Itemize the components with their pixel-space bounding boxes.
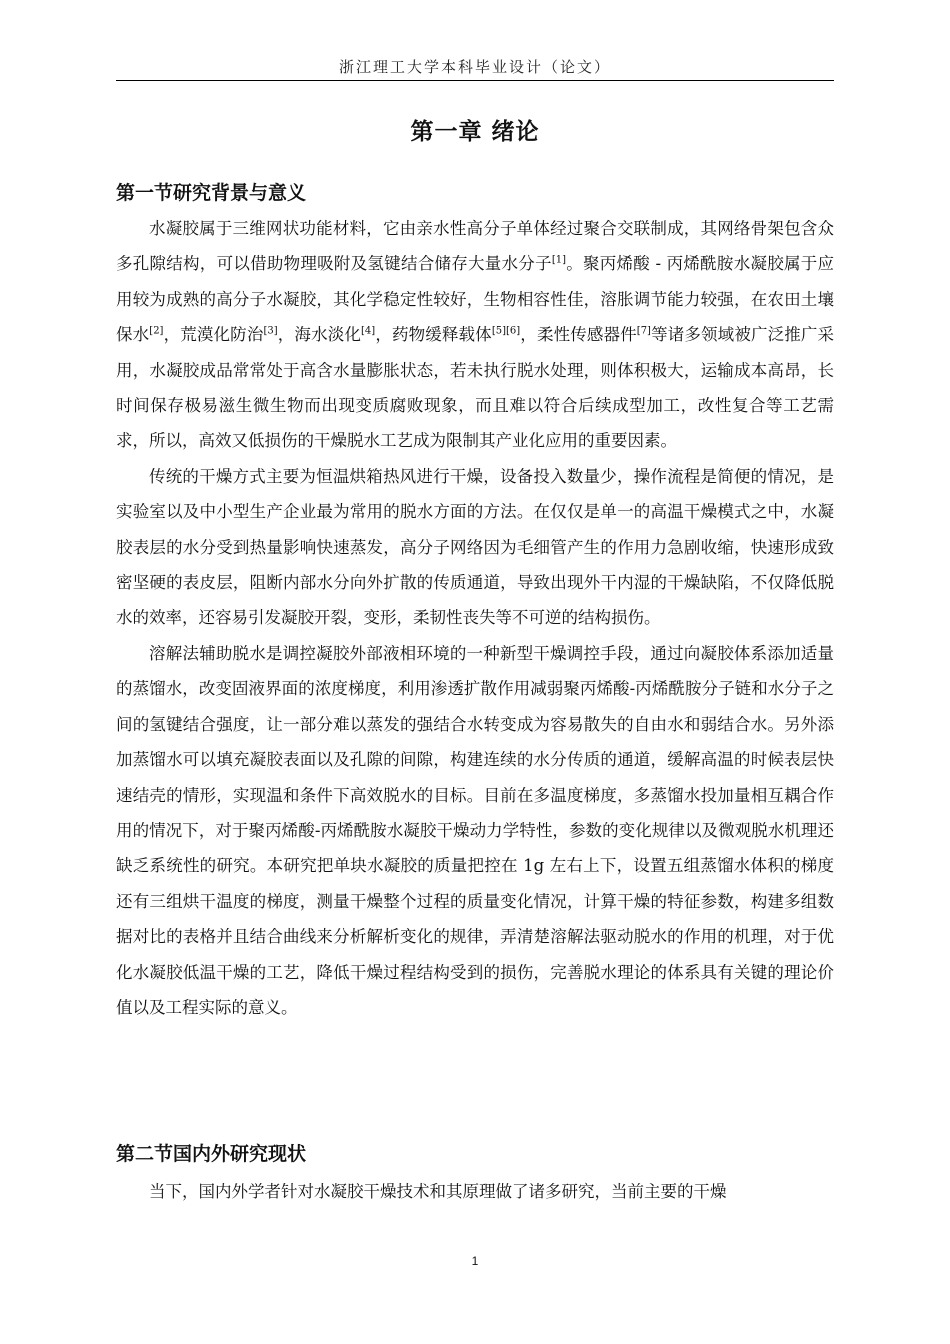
header-rule xyxy=(116,80,834,81)
page-number: 1 xyxy=(471,1254,479,1268)
paragraph-3: 溶解法辅助脱水是调控凝胶外部液相环境的一种新型干燥调控手段，通过向凝胶体系添加适量的蒸馏水，改变固液界面的浓度梯度，利用渗透扩散作用减弱聚丙烯酸-丙烯酰胺分子链和水分子之间的氢键结合强度，让一部分难以蒸发的强结合水转变成为容易散失的自由水和弱结合水。另外添加蒸馏水可以填充凝胶表面以及孔隙的间隙，构建连续的水分传质的通道，缓解高温的时候表层快速结壳的情形，实现温和条件下高效脱水的目标。目前在多温度梯度，多蒸馏水投加量相互耦合作用的情况下，对于聚丙烯酸-丙烯酰胺水凝胶干燥动力学特性，参数的变化规律以及微观脱水机理还缺乏系统性的研究。本研究把单块水凝胶的质量把控在 1g 左右上下，设置五组蒸馏水体积的梯度还有三组烘干温度的梯度，测量干燥整个过程的质量变化情况，计算干燥的特征参数，构建多组数据对比的表格并且结合曲线来分析解析变化的规律，弄清楚溶解法驱动脱水的作用的机理，对于优化水凝胶低温干燥的工艺，降低干燥过程结构受到的损伤，完善脱水理论的体系具有关键的理论价值以及工程实际的意义。 xyxy=(116,643,834,1017)
paragraph-1-text-c: ，荒漠化防治 xyxy=(163,325,264,345)
chapter-title: 第一章 绪论 xyxy=(410,119,540,145)
citation-2: [2] xyxy=(149,325,164,337)
section-title-research-status: 第二节国内外研究现状 xyxy=(116,1143,307,1165)
paragraph-1-text-a: 水凝胶属于三维网状功能材料，它由亲水性高分子单体经过聚合交联制成，其网络骨架包含众多孔隙结构，可以借助物理吸附及氢键结合储存大量水分子 xyxy=(116,219,834,274)
citation-3: [3] xyxy=(263,325,278,337)
paragraph-1-text-g: 等诸多领域被广泛推广采用，水凝胶成品常常处于高含水量膨胀状态，若未执行脱水处理，则体积极大，运输成本高昂，长时间保存极易滋生微生物而出现变质腐败现象，而且难以符合后续成型加工，改性复合等工艺需求，所以，高效又低损伤的干燥脱水工艺成为限制其产业化应用的重要因素。 xyxy=(116,325,835,451)
paragraph-1-text-d: ，海水淡化 xyxy=(277,325,361,345)
paragraph-1-text-b: 。聚丙烯酸 - 丙烯酰胺水凝胶属于应用较为成熟的高分子水凝胶，其化学稳定性较好，生物相容性佳，溶胀调节能力较强，在农田土壤保水 xyxy=(116,254,834,345)
section-body-research-status xyxy=(116,1174,834,1209)
citation-5-6: [5][6] xyxy=(491,325,521,337)
citation-1: [1] xyxy=(551,254,566,266)
paragraph-4: 当下，国内外学者针对水凝胶干燥技术和其原理做了诸多研究，当前主要的干燥 xyxy=(149,1182,727,1201)
section-body-background xyxy=(116,211,834,1025)
citation-7: [7] xyxy=(636,325,651,337)
paragraph-2: 传统的干燥方式主要为恒温烘箱热风进行干燥，设备投入数量少，操作流程是简便的情况，是实验室以及中小型生产企业最为常用的脱水方面的方法。在仅仅是单一的高温干燥模式之中，水凝胶表层的水分受到热量影响快速蒸发，高分子网络因为毛细管产生的作用力急剧收缩，快速形成致密坚硬的表皮层，阻断内部水分向外扩散的传质通道，导致出现外干内湿的干燥缺陷，不仅降低脱水的效率，还容易引发凝胶开裂，变形，柔韧性丧失等不可逆的结构损伤。 xyxy=(116,466,834,628)
running-header: 浙江理工大学本科毕业设计（论文） xyxy=(338,58,611,76)
paragraph-1-text-f: ，柔性传感器件 xyxy=(520,325,637,345)
paragraph-1 xyxy=(116,211,834,459)
citation-4: [4] xyxy=(361,325,376,337)
paragraph-1-text-e: ，药物缓释载体 xyxy=(375,325,492,345)
section-title-background: 第一节研究背景与意义 xyxy=(116,182,307,204)
